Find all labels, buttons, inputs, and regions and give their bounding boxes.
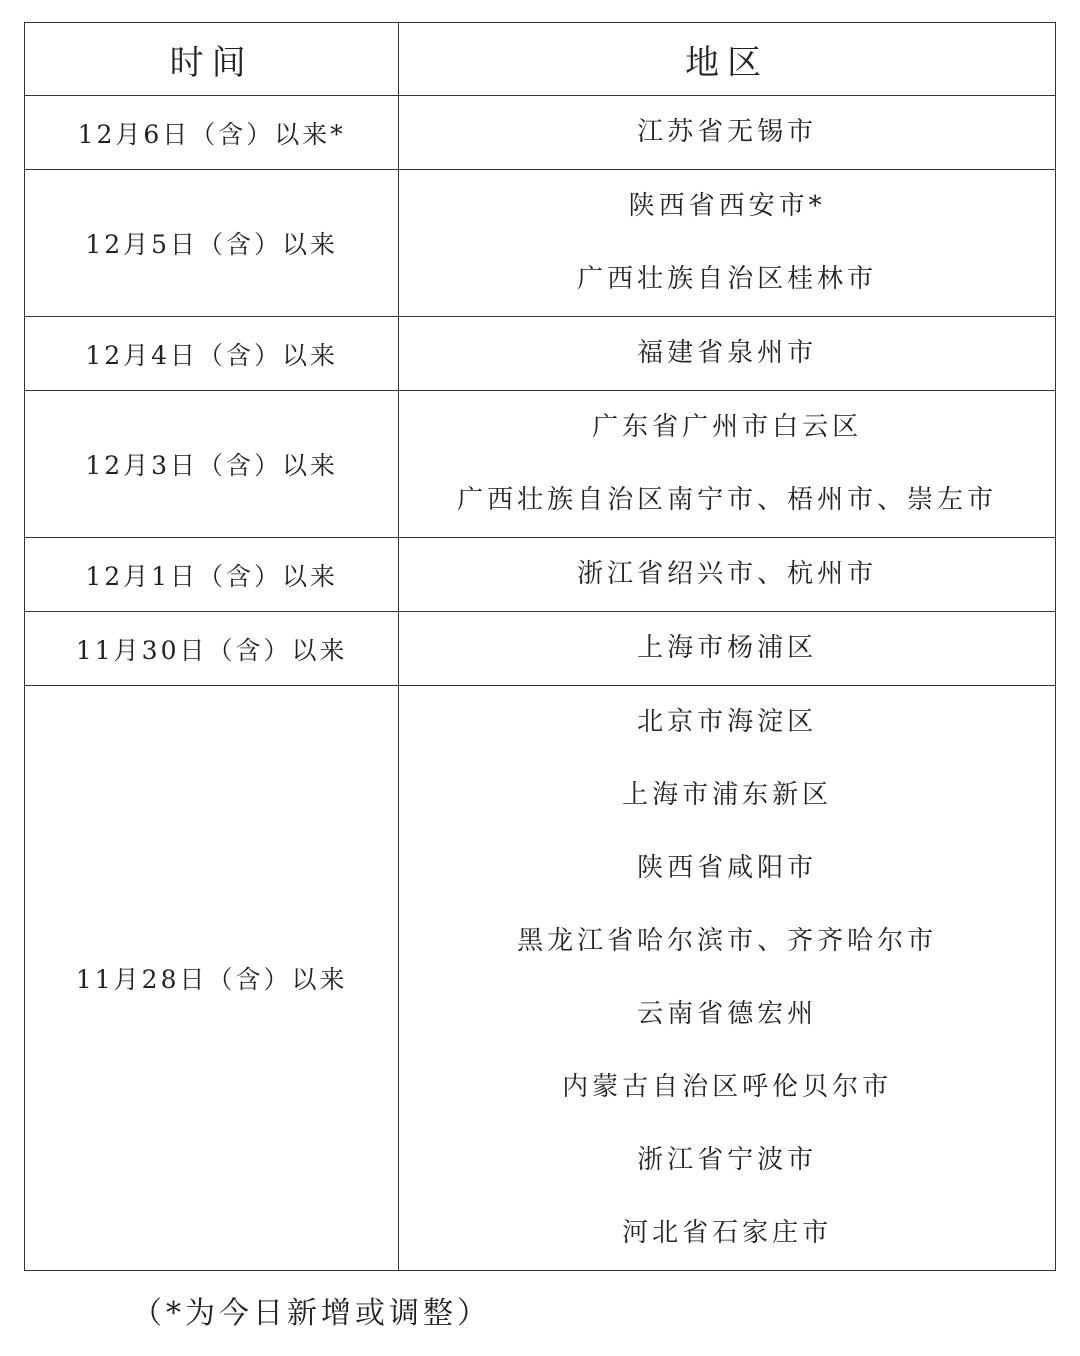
table-header-row [25,23,1056,96]
region-item: 云南省德宏州 [637,999,818,1029]
region-item: 广西壮族自治区南宁市、梧州市、崇左市 [457,485,998,515]
region-item: 北京市海淀区 [637,707,818,737]
region-item: 浙江省宁波市 [637,1145,818,1175]
table-row [25,538,1056,612]
region-item: 陕西省西安市* [628,191,826,221]
region-cell [399,686,1056,1271]
region-cell [399,96,1056,170]
time-cell: 12月1日（含）以来 [25,538,399,612]
table-row [25,96,1056,170]
table-body [25,96,1056,1271]
table-row [25,317,1056,391]
time-cell: 12月5日（含）以来 [25,170,399,317]
region-item: 广东省广州市白云区 [592,412,863,442]
region-cell [399,317,1056,391]
region-item: 陕西省咸阳市 [637,853,818,883]
header-time: 时间 [25,23,399,96]
region-item: 上海市杨浦区 [637,633,818,663]
time-cell: 11月30日（含）以来 [25,612,399,686]
region-item: 河北省石家庄市 [622,1218,833,1248]
region-item: 江苏省无锡市 [637,117,818,147]
region-item: 广西壮族自治区桂林市 [577,264,878,294]
table-row [25,612,1056,686]
header-region: 地区 [399,23,1056,96]
footnote: （*为今日新增或调整） [132,1296,491,1331]
table-row [25,170,1056,317]
table-row [25,391,1056,538]
region-table [24,22,1056,1271]
time-cell: 11月28日（含）以来 [25,686,399,1271]
time-cell: 12月3日（含）以来 [25,391,399,538]
region-item: 内蒙古自治区呼伦贝尔市 [562,1072,893,1102]
region-item: 上海市浦东新区 [622,780,833,810]
region-cell [399,612,1056,686]
region-item: 福建省泉州市 [637,338,818,368]
region-item: 浙江省绍兴市、杭州市 [577,559,878,589]
region-item: 黑龙江省哈尔滨市、齐齐哈尔市 [517,926,938,956]
time-cell: 12月4日（含）以来 [25,317,399,391]
table-row [25,686,1056,1271]
region-cell [399,538,1056,612]
region-cell [399,170,1056,317]
region-cell [399,391,1056,538]
time-cell: 12月6日（含）以来* [25,96,399,170]
